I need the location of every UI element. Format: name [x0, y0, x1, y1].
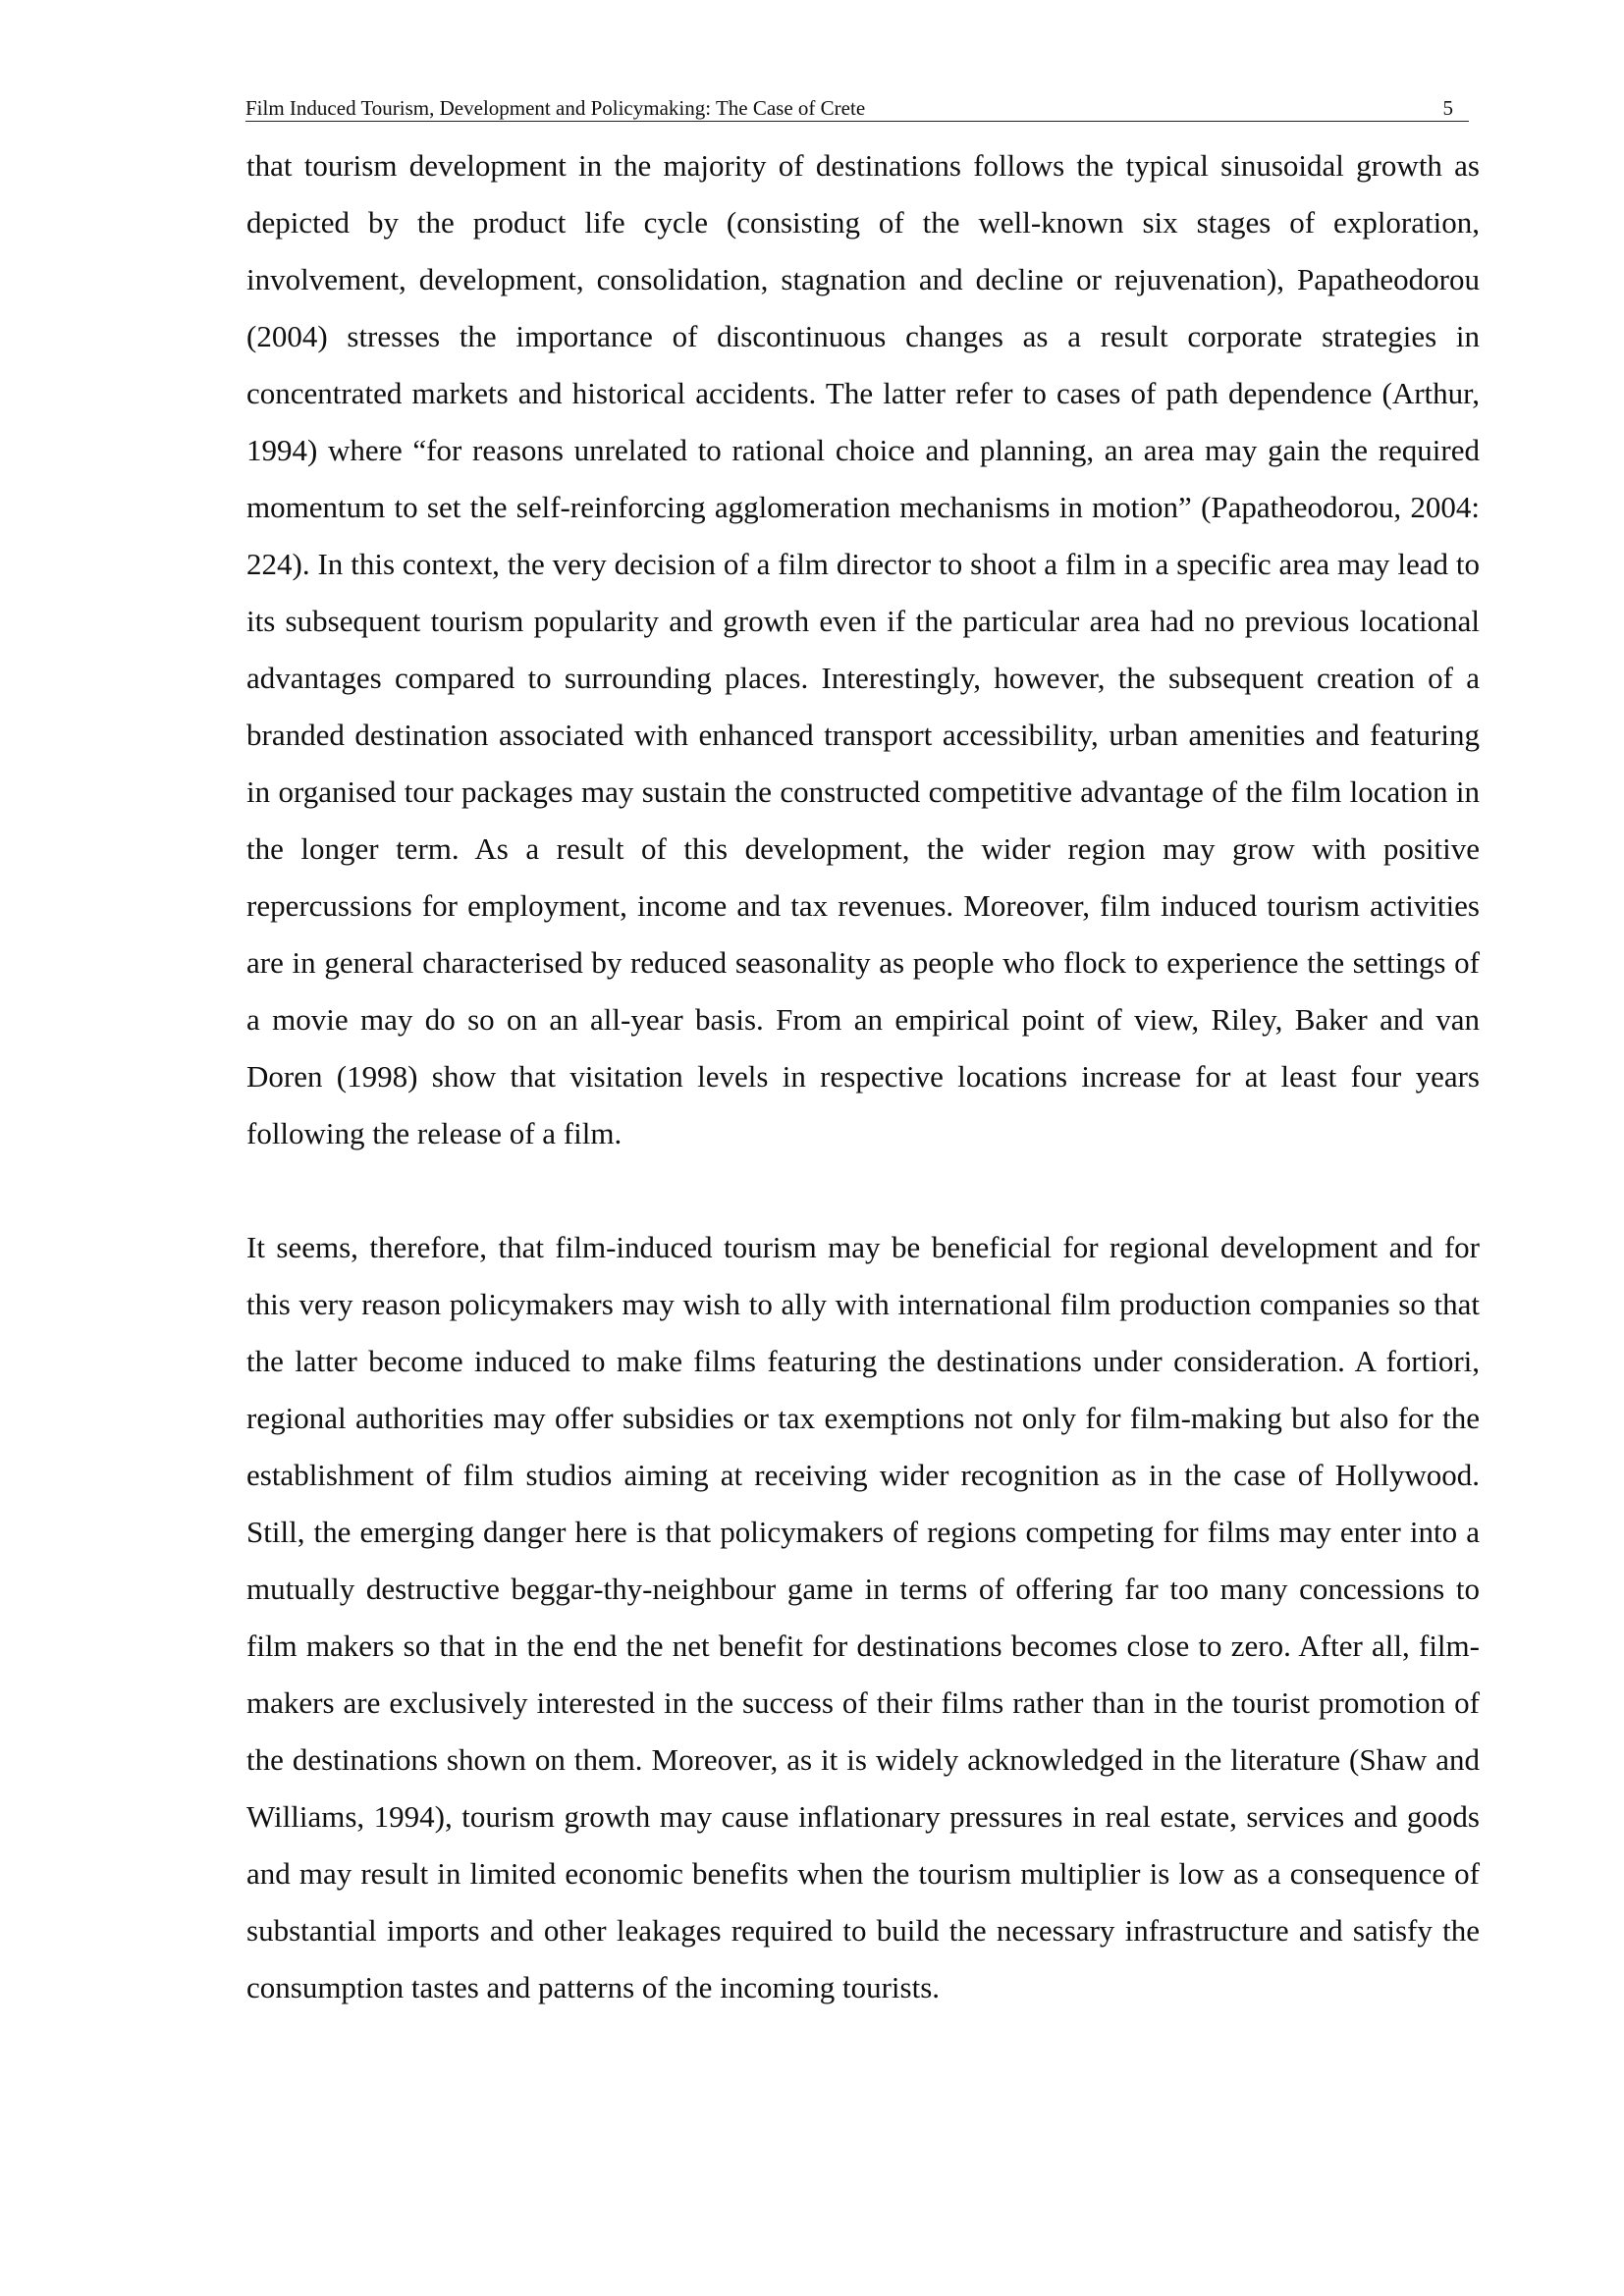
body-text: [246, 137, 1480, 2016]
running-header: [245, 95, 1469, 122]
running-header-title: Film Induced Tourism, Development and Policymaking: The Case of Crete: [245, 96, 866, 120]
paragraph: It seems, therefore, that film-induced tourism may be beneficial for regional development and for this very reason policymakers may wish to ally with international film production companies so that the latter become induced to make films featuring the destinations under consideration. A fortiori, regional authorities may offer subsidies or tax exemptions not only for film-making but also for the establishment of film studios aiming at receiving wider recognition as in the case of Hollywood. Still, the emerging danger here is that policymakers of regions competing for films may enter into a mutually destructive beggar-thy-neighbour game in terms of offering far too many concessions to film makers so that in the end the net benefit for destinations becomes close to zero. After all, film-makers are exclusively interested in the success of their films rather than in the tourist promotion of the destinations shown on them. Moreover, as it is widely acknowledged in the literature (Shaw and Williams, 1994), tourism growth may cause inflationary pressures in real estate, services and goods and may result in limited economic benefits when the tourism multiplier is low as a consequence of substantial imports and other leakages required to build the necessary infrastructure and satisfy the consumption tastes and patterns of the incoming tourists.: [246, 1230, 1480, 2004]
page-number: 5: [1442, 96, 1453, 120]
paragraph: that tourism development in the majority of destinations follows the typical sinusoidal growth as depicted by the product life cycle (consisting of the well-known six stages of exploration, involvement, development, consolidation, stagnation and decline or rejuvenation), Papatheodorou (2004) stresses the importance of discontinuous changes as a result corporate strategies in concentrated markets and historical accidents. The latter refer to cases of path dependence (Arthur, 1994) where “for reasons unrelated to rational choice and planning, an area may gain the required momentum to set the self-reinforcing agglomeration mechanisms in motion” (Papatheodorou, 2004: 224). In this context, the very decision of a film director to shoot a film in a specific area may lead to its subsequent tourism popularity and growth even if the particular area had no previous locational advantages compared to surrounding places. Interestingly, however, the subsequent creation of a branded destination associated with enhanced transport accessibility, urban amenities and featuring in organised tour packages may sustain the constructed competitive advantage of the film location in the longer term. As a result of this development, the wider region may grow with positive repercussions for employment, income and tax revenues. Moreover, film induced tourism activities are in general characterised by reduced seasonality as people who flock to experience the settings of a movie may do so on an all-year basis. From an empirical point of view, Riley, Baker and van Doren (1998) show that visitation levels in respective locations increase for at least four years following the release of a film.: [246, 148, 1480, 1150]
